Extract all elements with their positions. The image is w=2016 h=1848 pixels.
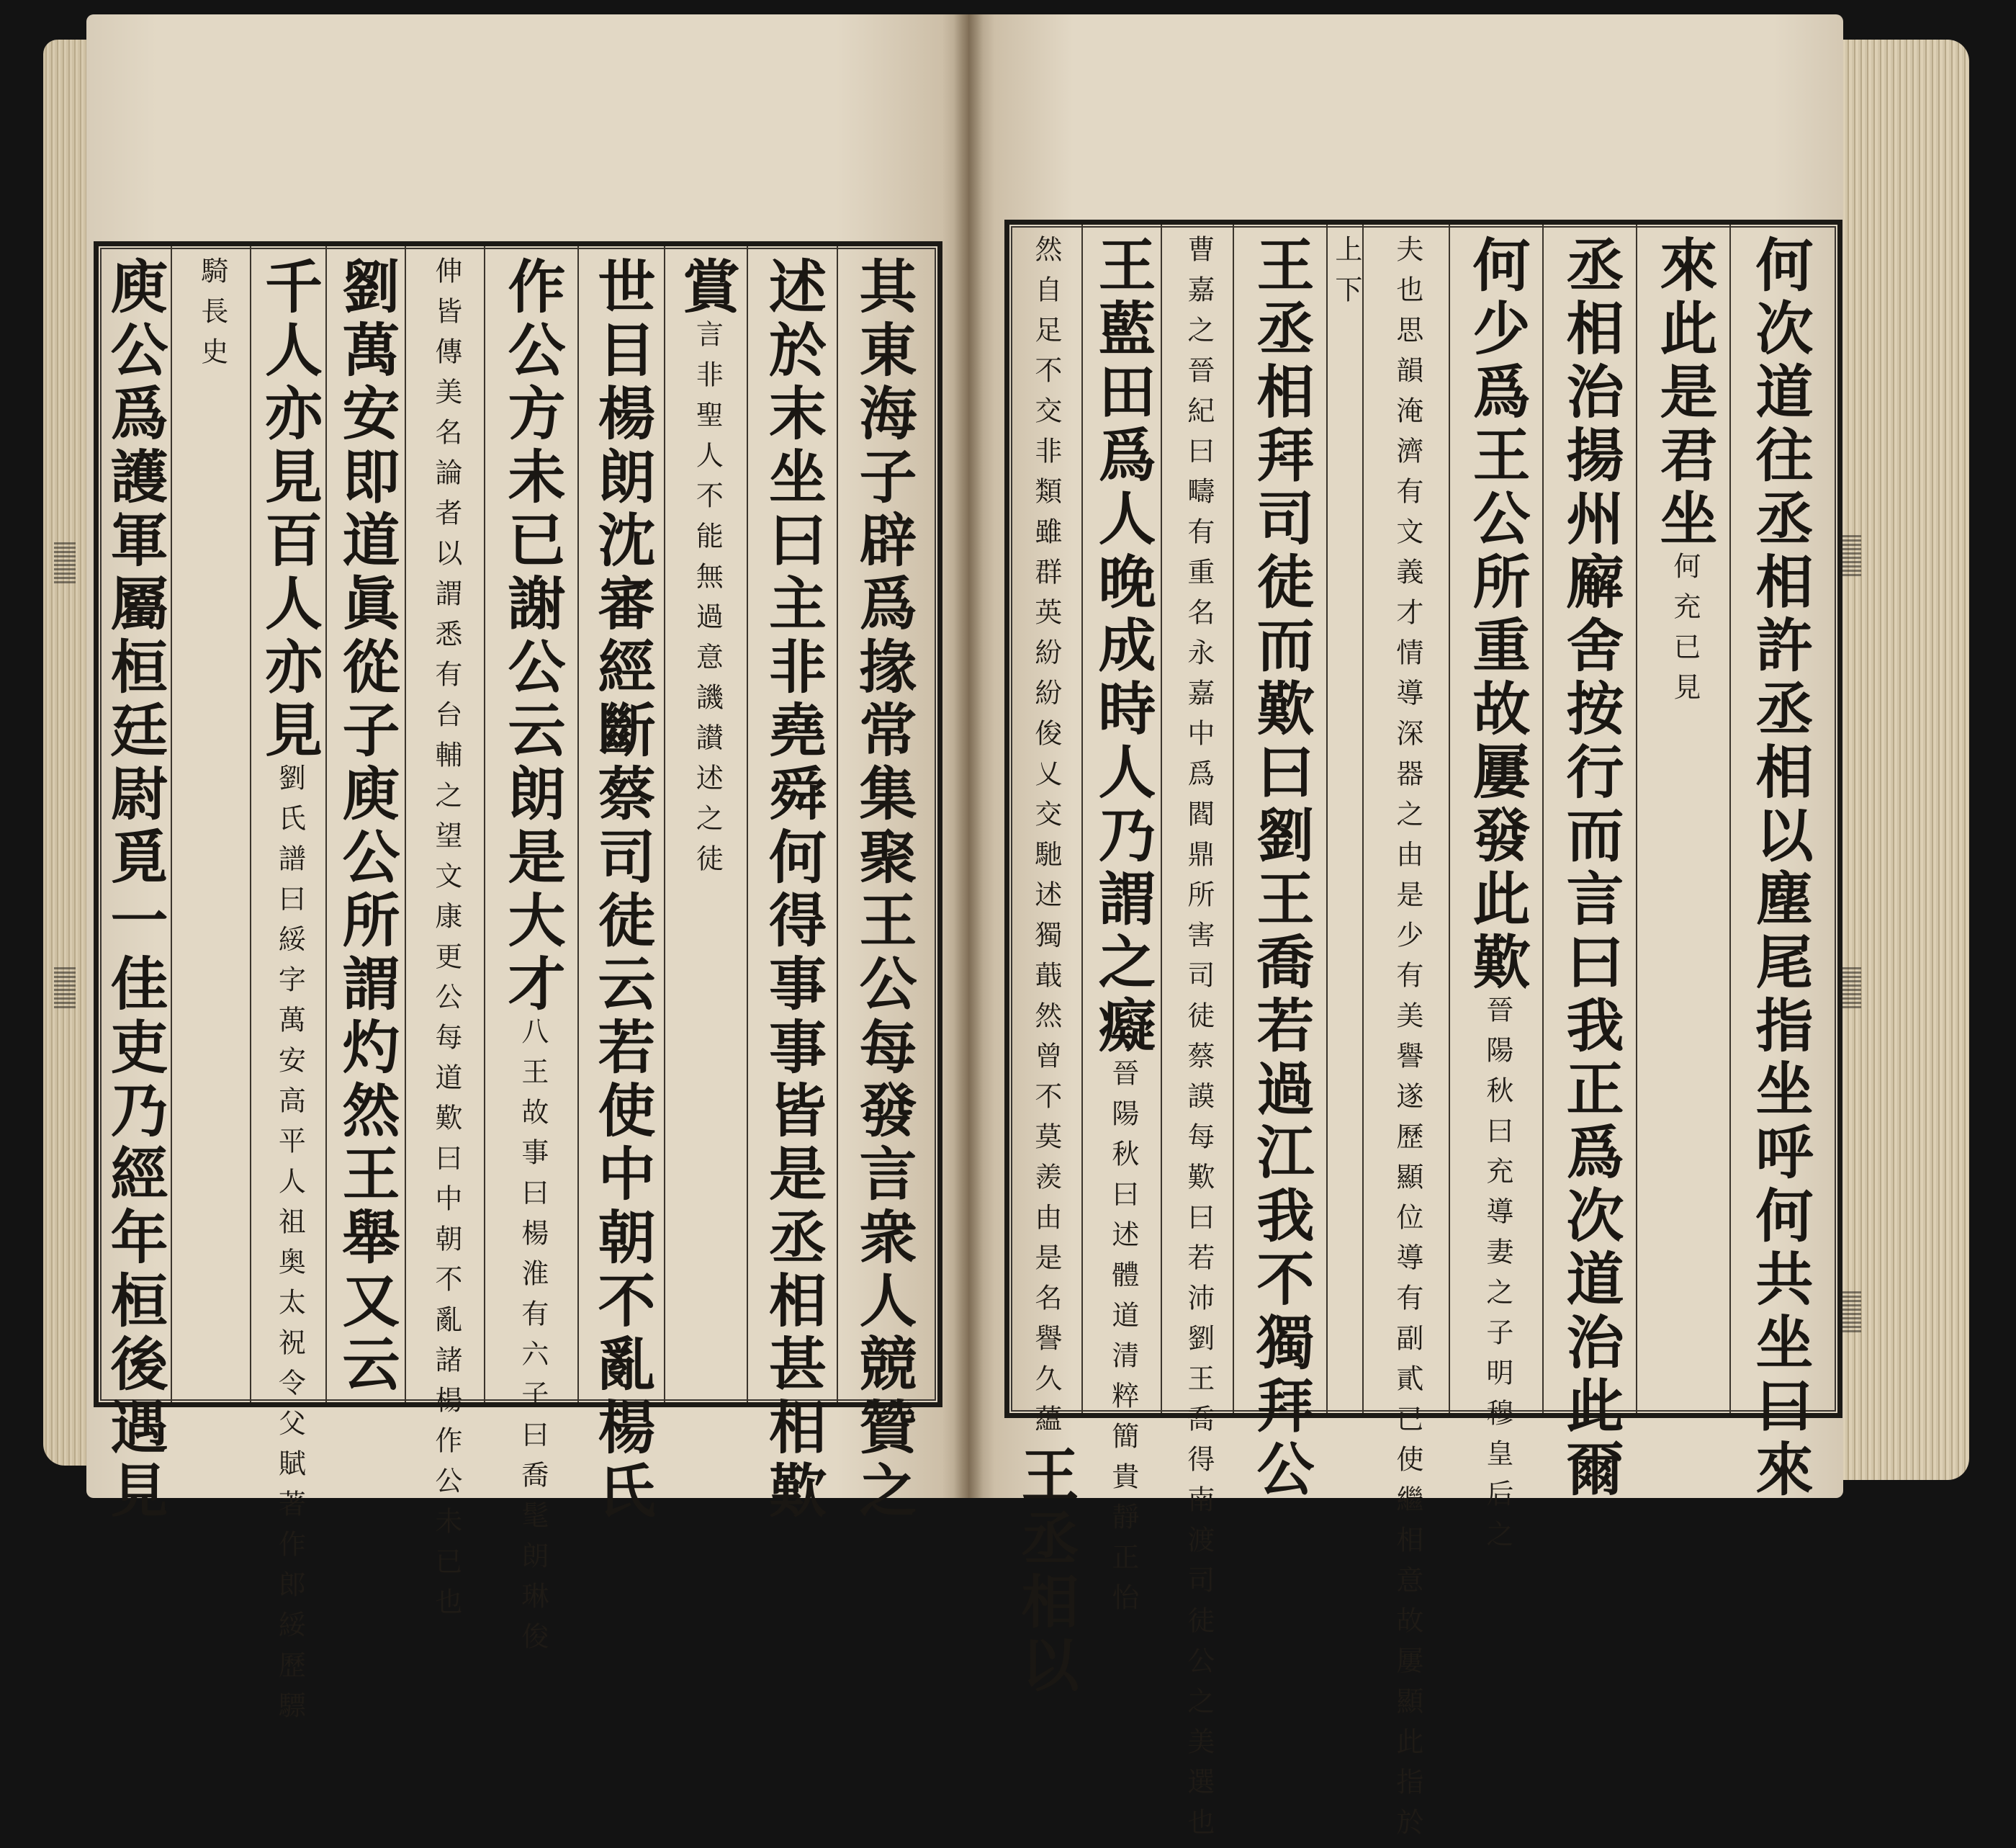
text-column xyxy=(1542,225,1637,1502)
main-text: 來此是君坐 xyxy=(1650,235,1718,552)
main-text: 何少爲王公所重故屢發此歎 xyxy=(1463,235,1531,995)
page-tab-mark xyxy=(1840,965,1861,1008)
text-column xyxy=(250,246,327,1731)
text-column xyxy=(837,246,929,1524)
annotation-text: 伸皆傳美名論者以謂悉有台輔之望文康更公每道歎曰中朝不亂諸楊作公未已也 xyxy=(430,256,462,1628)
text-column xyxy=(171,246,251,1402)
main-text: 王丞相拜司徒而歎曰劉王喬若過江我不獨拜公 xyxy=(1247,235,1315,1502)
page-tab-mark xyxy=(54,965,76,1008)
main-text: 庾公爲護軍屬桓廷尉覓一佳吏乃經年桓後遇見 xyxy=(101,256,168,1524)
annotation-text: 八王故事曰楊淮有六子曰喬髦朗琳俊 xyxy=(516,1017,549,1662)
main-text: 千人亦見百人亦見 xyxy=(255,256,323,763)
main-text: 作公方未已謝公云朗是大才 xyxy=(498,256,566,1017)
text-column xyxy=(577,246,665,1524)
annotation-text: 曹嘉之晉紀曰疇有重名永嘉中爲閻鼎所害司徒蔡謨每歎曰若沛劉王喬得南渡司徒公之美選也 xyxy=(1182,235,1215,1848)
text-column xyxy=(1233,225,1328,1502)
annotation-text: 夫也思韻淹濟有文義才情導深器之由是少有美譽遂歷顯位導有副貳已使繼相意故屢顯此指於 xyxy=(1391,235,1423,1848)
text-column xyxy=(1081,225,1162,1623)
main-text: 劉萬安即道眞從子庾公所謂灼然王舉又云 xyxy=(333,256,400,1397)
annotation-text: 然自足不交非類雖群英紛紛俊乂交馳述獨蕺然曾不莫羨由是名譽久蘊 xyxy=(1030,235,1062,1445)
annotation-text: 晉陽秋曰充導妻之子明穆皇后之 xyxy=(1481,995,1513,1560)
text-column xyxy=(405,246,485,1628)
text-column xyxy=(1636,225,1731,1413)
page-tab-mark xyxy=(54,540,76,583)
text-column xyxy=(664,246,748,1402)
text-column xyxy=(1009,225,1081,1698)
main-text: 其東海子辟爲掾常集聚王公每發言衆人競贊之 xyxy=(850,256,917,1524)
page-tab-mark xyxy=(1840,1289,1861,1332)
text-column xyxy=(1729,225,1829,1502)
main-text: 何次道往丞相許丞相以塵尾指坐呼何共坐曰來 xyxy=(1746,235,1814,1502)
main-text: 王藍田爲人晚成時人乃謂之癡 xyxy=(1089,235,1156,1059)
right-page-edges xyxy=(1832,40,1969,1480)
text-column xyxy=(1326,225,1364,1413)
text-column xyxy=(325,246,406,1402)
book-gutter xyxy=(954,14,983,1498)
main-text: 世目楊朗沈審經斷蔡司徒云若使中朝不亂楊氏 xyxy=(588,256,656,1524)
annotation-text: 言非聖人不能無過意譏讃述之徒 xyxy=(691,320,724,884)
annotation-text: 上下 xyxy=(1330,235,1362,315)
left-text-frame xyxy=(94,241,942,1731)
annotation-text: 晉陽秋曰述體道清粹簡貴靜正怡 xyxy=(1107,1059,1139,1623)
page-tab-mark xyxy=(1840,533,1861,576)
text-column xyxy=(747,246,838,1524)
main-text: 賞 xyxy=(672,256,741,320)
annotation-text: 劉氏譜曰綏字萬安高平人祖奥太祝令父賦著作郎綏歷驃 xyxy=(274,763,306,1731)
text-column xyxy=(1449,225,1544,1560)
right-text-frame xyxy=(1004,220,1842,1848)
main-text: 丞相治揚州廨舍按行而言曰我正爲次道治此爾 xyxy=(1557,235,1624,1502)
annotation-text: 何充已見 xyxy=(1668,552,1701,713)
annotation-text: 騎長史 xyxy=(196,256,228,377)
main-text: 王丞相以 xyxy=(1012,1445,1079,1698)
main-text: 述於末坐曰主非堯舜何得事事皆是丞相甚相歎 xyxy=(759,256,827,1524)
text-column xyxy=(99,246,171,1524)
text-column xyxy=(1362,225,1450,1848)
text-column xyxy=(484,246,579,1662)
text-column xyxy=(1161,225,1234,1848)
